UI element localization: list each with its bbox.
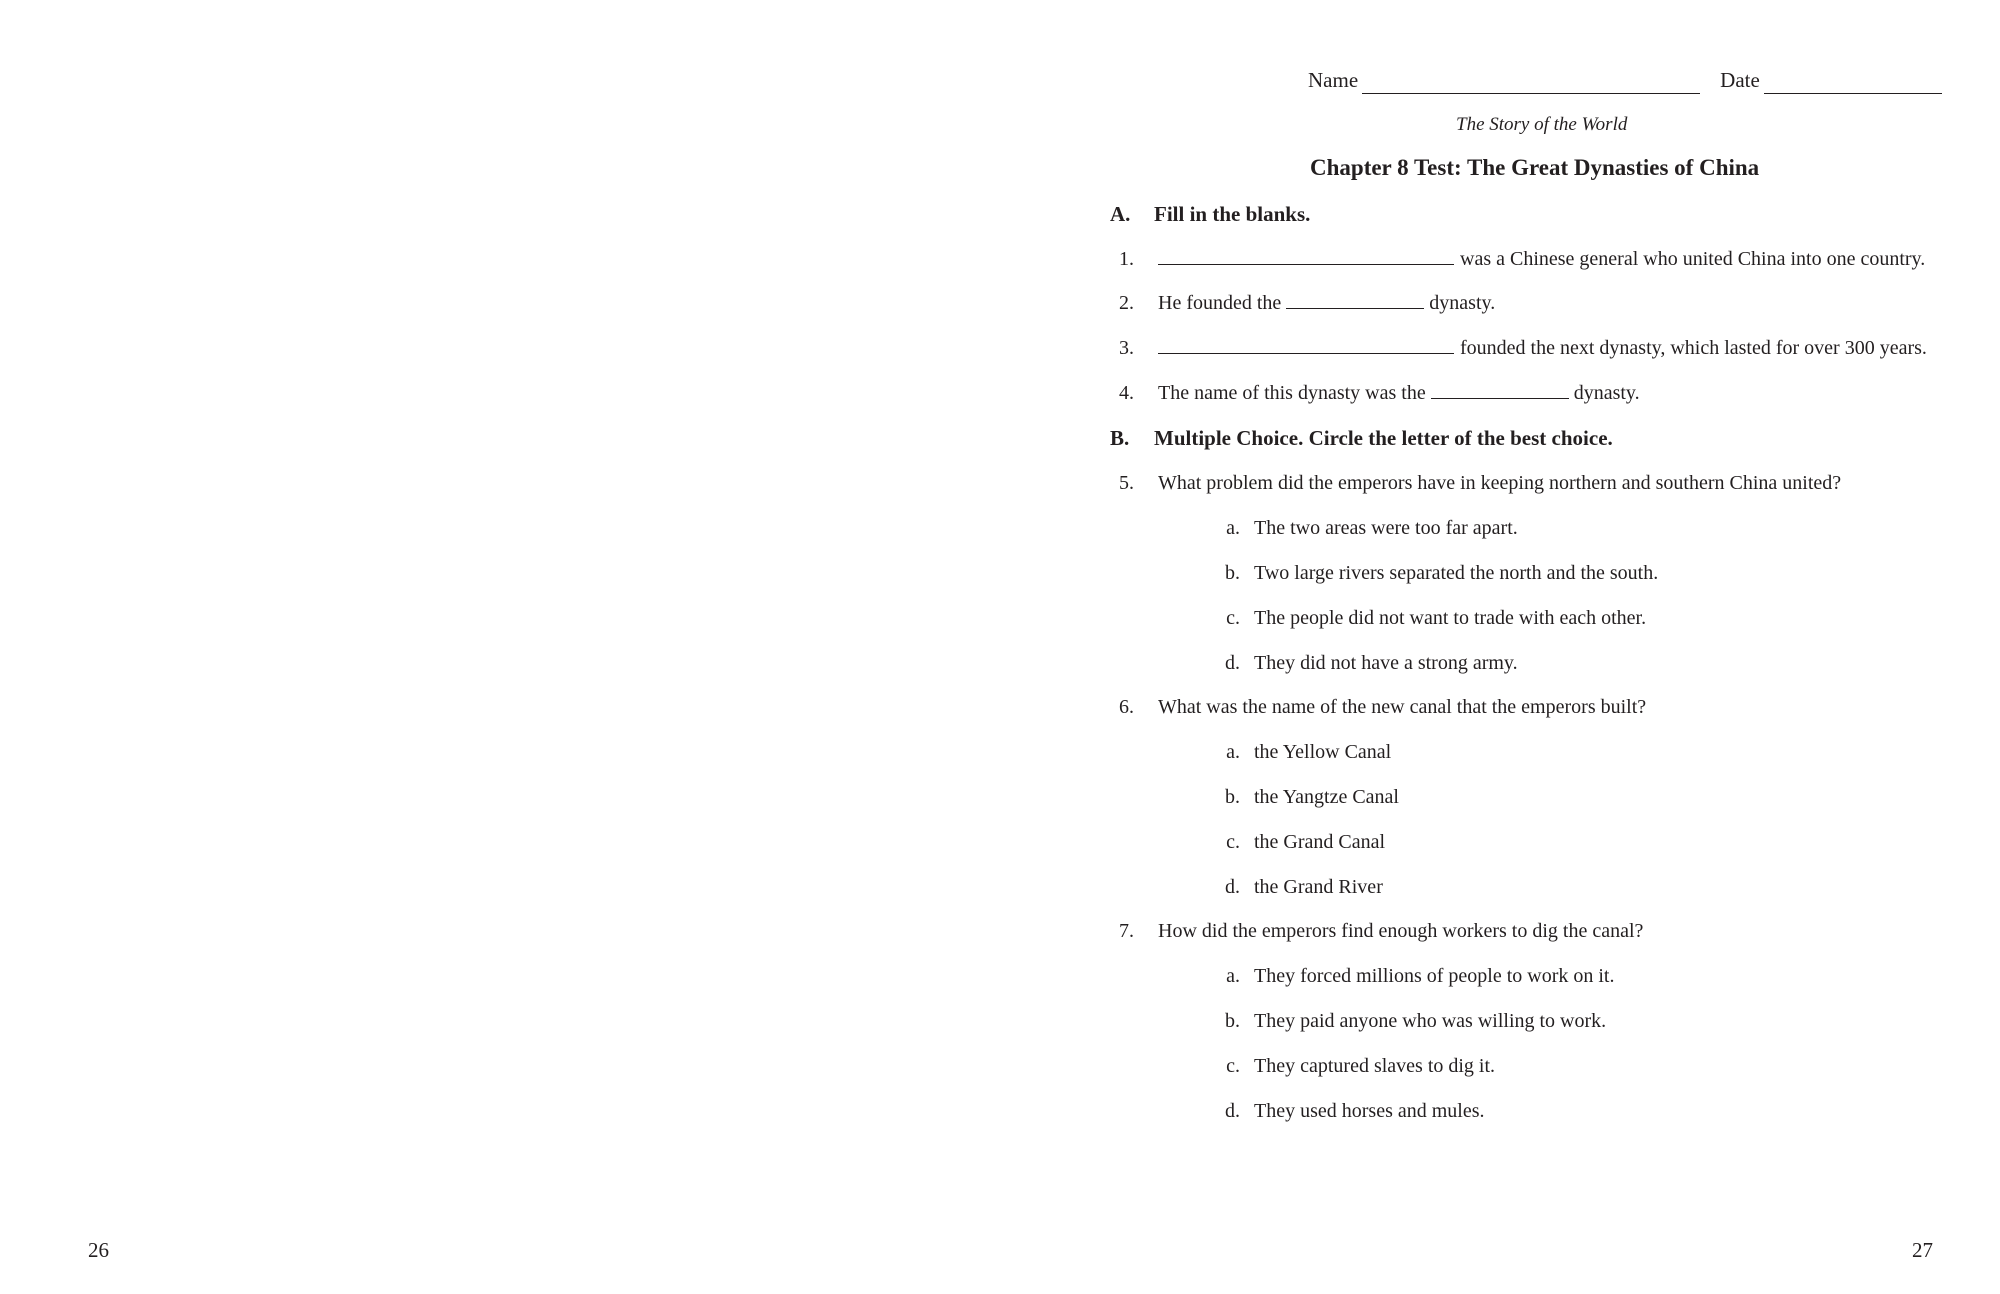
question-2 (1100, 289, 2000, 317)
name-label: Name (1308, 68, 1359, 92)
option-letter: d. (1225, 652, 1240, 674)
question-text (1158, 334, 1927, 362)
option-text: the Yellow Canal (1254, 741, 1392, 763)
option-letter: b. (1225, 786, 1240, 808)
section-a-letter: A. (1110, 202, 1131, 226)
option-letter: d. (1225, 1100, 1240, 1122)
question-text: How did the emperors find enough workers to dig the canal? (1158, 920, 1644, 942)
question-text (1158, 245, 1925, 273)
question-text (1158, 289, 1495, 317)
option-letter: a. (1226, 741, 1240, 763)
option-7a[interactable] (1224, 962, 1924, 990)
option-letter: b. (1225, 562, 1240, 584)
question-after-text: was a Chinese general who united China into one country. (1460, 248, 1926, 270)
section-a-heading (1110, 200, 1310, 228)
question-number: 6. (1119, 696, 1134, 718)
question-4 (1100, 379, 2000, 407)
option-text: the Grand Canal (1254, 831, 1386, 853)
section-a-title: Fill in the blanks. (1154, 202, 1311, 226)
option-letter: c. (1226, 831, 1240, 853)
option-text: They did not have a strong army. (1254, 652, 1518, 674)
question-before-text: The name of this dynasty was the (1158, 382, 1426, 404)
question-after-text: dynasty. (1573, 382, 1640, 404)
option-7b[interactable] (1224, 1007, 1924, 1035)
section-b-title: Multiple Choice. Circle the letter of the best choice. (1154, 426, 1613, 450)
section-b-letter: B. (1110, 426, 1130, 450)
question-text (1158, 379, 1640, 407)
question-1 (1100, 245, 2000, 273)
option-letter: c. (1226, 1055, 1240, 1077)
option-letter: d. (1225, 876, 1240, 898)
question-after-text: founded the next dynasty, which lasted for over 300 years. (1460, 337, 1927, 359)
date-label: Date (1720, 68, 1760, 92)
chapter-title: Chapter 8 Test: The Great Dynasties of China (1310, 155, 1760, 180)
right-page-number: 27 (1912, 1238, 1933, 1262)
option-text: They paid anyone who was willing to work. (1254, 1010, 1607, 1032)
option-6d[interactable] (1224, 873, 1924, 901)
option-text: the Yangtze Canal (1254, 786, 1399, 808)
question-number: 1. (1119, 248, 1134, 270)
question-number: 2. (1119, 292, 1134, 314)
answer-blank[interactable] (1158, 334, 1454, 354)
answer-blank[interactable] (1286, 289, 1424, 309)
question-number: 3. (1119, 337, 1134, 359)
question-7 (1100, 917, 2000, 945)
option-5a[interactable] (1224, 514, 1924, 542)
name-blank[interactable] (1362, 73, 1700, 94)
answer-blank[interactable] (1431, 379, 1569, 399)
option-text: They used horses and mules. (1254, 1100, 1485, 1122)
option-5d[interactable] (1224, 649, 1924, 677)
question-5 (1100, 469, 2000, 497)
question-after-text: dynasty. (1429, 292, 1496, 314)
option-text: The people did not want to trade with each other. (1254, 607, 1647, 629)
option-7d[interactable] (1224, 1097, 1924, 1125)
answer-blank[interactable] (1158, 245, 1454, 265)
option-text: the Grand River (1254, 876, 1383, 898)
book-title: The Story of the World (1456, 114, 1628, 135)
option-6b[interactable] (1224, 783, 1924, 811)
question-text: What problem did the emperors have in keeping northern and southern China united? (1158, 472, 1842, 494)
option-letter: a. (1226, 965, 1240, 987)
option-text: The two areas were too far apart. (1254, 517, 1518, 539)
question-number: 7. (1119, 920, 1134, 942)
option-letter: b. (1225, 1010, 1240, 1032)
option-7c[interactable] (1224, 1052, 1924, 1080)
name-date-line (1308, 66, 1942, 94)
question-number: 4. (1119, 382, 1134, 404)
question-3 (1100, 334, 2000, 362)
question-number: 5. (1119, 472, 1134, 494)
option-6c[interactable] (1224, 828, 1924, 856)
option-6a[interactable] (1224, 738, 1924, 766)
option-letter: c. (1226, 607, 1240, 629)
option-text: Two large rivers separated the north and the south. (1254, 562, 1659, 584)
question-6 (1100, 693, 2000, 721)
section-b-heading (1110, 424, 1613, 452)
option-letter: a. (1226, 517, 1240, 539)
left-page-number: 26 (88, 1238, 109, 1262)
option-text: They forced millions of people to work on it. (1254, 965, 1615, 987)
question-before-text: He founded the (1158, 292, 1282, 314)
date-blank[interactable] (1764, 73, 1942, 94)
option-text: They captured slaves to dig it. (1254, 1055, 1496, 1077)
option-5c[interactable] (1224, 604, 1924, 632)
option-5b[interactable] (1224, 559, 1924, 587)
question-text: What was the name of the new canal that the emperors built? (1158, 696, 1647, 718)
